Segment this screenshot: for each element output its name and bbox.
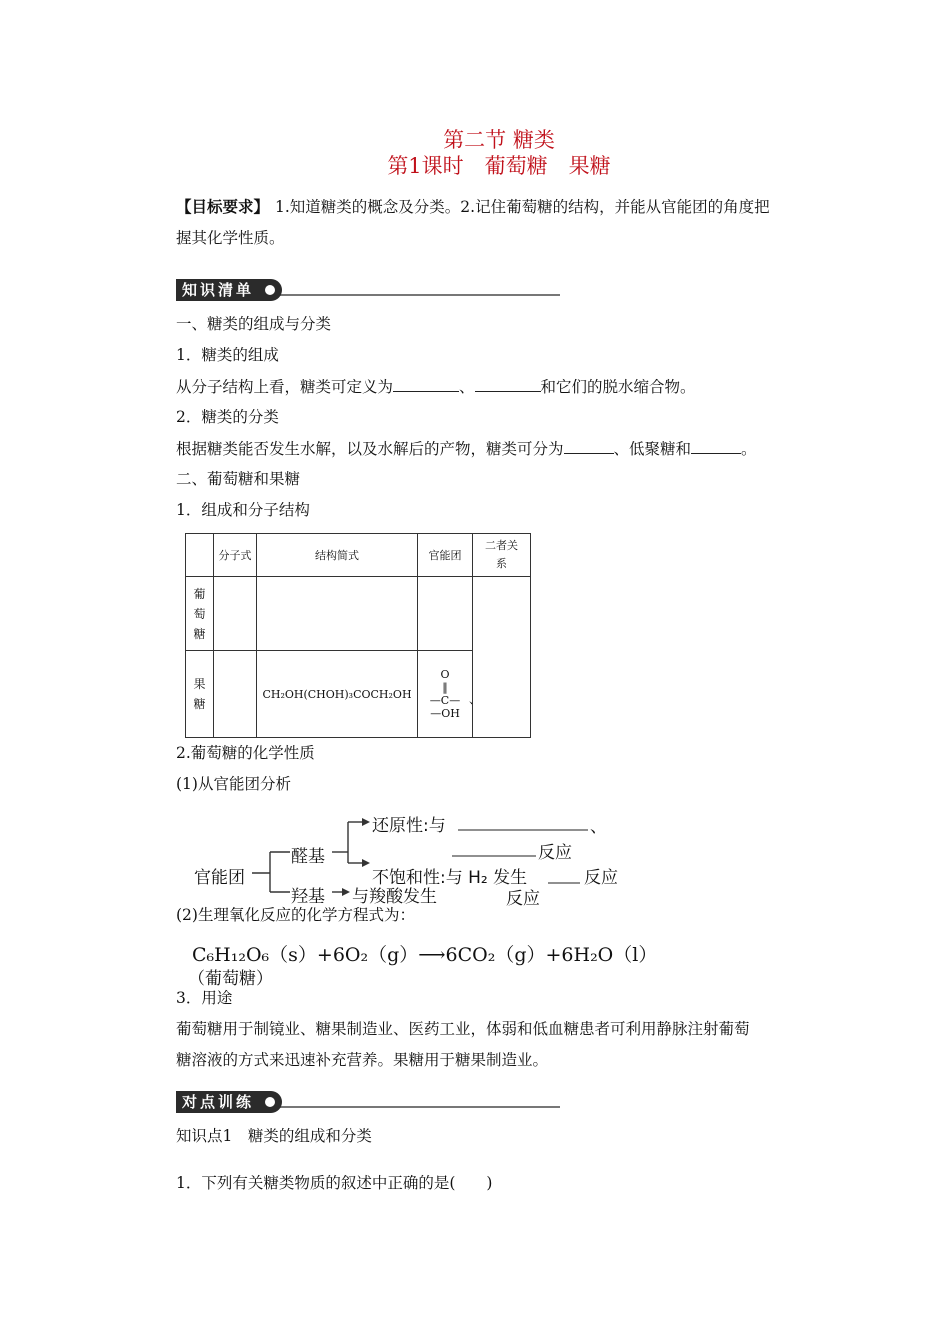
part2-sub2: 2.葡萄糖的化学性质 [176, 744, 315, 762]
goal-label: 【目标要求】 [176, 197, 270, 216]
reducing-label: 还原性:与 [372, 816, 446, 836]
fructose-structure-cell: CH₂OH(CHOH)₃COCH₂OH [257, 651, 418, 738]
root-label: 官能团 [194, 868, 245, 888]
usage-line-1: 葡萄糖用于制镜业、糖果制造业、医药工业，体弱和低血糖患者可利用静脉注射葡萄 [176, 1020, 750, 1038]
goal-line-1 [176, 197, 770, 217]
practice-banner [176, 1091, 560, 1117]
bullet-dot-icon [265, 1097, 275, 1107]
table-corner [186, 534, 214, 577]
goal-text-1: 1.知道糖类的概念及分类。2.记住葡萄糖的结构，并能从官能团的角度把 [275, 198, 770, 216]
hydroxyl-label: 羟基 [291, 887, 325, 907]
row-fructose-name: 果 糖 [186, 651, 214, 738]
fructose-group-cell [418, 651, 480, 738]
functional-group-diagram [190, 800, 650, 910]
sub1-sep: 、 [459, 378, 475, 396]
reaction2-label: 反应 [506, 889, 540, 909]
sub2-text-b: 、低聚糖和 [613, 440, 692, 458]
double-bond: ‖ [442, 681, 448, 694]
hydroxyl-group: —OH [430, 707, 460, 720]
banner-label: 对点训练 [182, 1093, 255, 1111]
answer-blank[interactable] [393, 376, 459, 392]
answer-blank[interactable] [691, 438, 741, 454]
answer-blank[interactable] [564, 438, 614, 454]
oxidation-equation: C₆H₁₂O₆（s）+6O₂（g）⟶6CO₂（g）+6H₂O（l） [192, 944, 658, 966]
unsat-label: 不饱和性:与 H₂ 发生 [372, 868, 528, 888]
carbonyl-c: —C— [429, 694, 461, 707]
part1-sub1: 1．糖类的组成 [176, 346, 279, 364]
carbonyl-o: O [440, 668, 450, 681]
row-glucose-name: 葡 萄 糖 [186, 577, 214, 651]
equation-note: （葡萄糖） [188, 969, 273, 989]
unsat-end: 反应 [584, 868, 618, 888]
part2-sub2-1: (1)从官能团分析 [176, 775, 291, 793]
part2-heading: 二、葡萄糖和果糖 [176, 470, 301, 488]
sub1-text-a: 从分子结构上看，糖类可定义为 [176, 378, 394, 396]
aldehyde-label: 醛基 [291, 847, 325, 867]
part2-sub3: 3．用途 [176, 989, 233, 1007]
fructose-formula-cell[interactable] [214, 651, 257, 738]
section-title: 第二节 糖类 [443, 128, 555, 152]
knowledge-point-1: 知识点1 糖类的组成和分类 [176, 1127, 372, 1145]
bullet-dot-icon [265, 285, 275, 295]
banner-label: 知识清单 [182, 281, 255, 299]
header-group: 官能团 [418, 534, 473, 577]
banner-tag [176, 279, 282, 301]
part1-sub1-text [176, 376, 696, 397]
group-tail: 、 [469, 693, 480, 706]
glucose-structure-cell[interactable] [257, 577, 418, 651]
knowledge-banner [176, 279, 560, 305]
glucose-formula-cell[interactable] [214, 577, 257, 651]
header-formula: 分子式 [214, 534, 257, 577]
glucose-group-cell[interactable] [418, 577, 473, 651]
question-1: 1．下列有关糖类物质的叙述中正确的是( ) [176, 1174, 493, 1192]
banner-tag [176, 1091, 282, 1113]
sub2-text-a: 根据糖类能否发生水解，以及水解后的产物，糖类可分为 [176, 440, 564, 458]
structure-table [185, 533, 531, 738]
part1-sub2: 2．糖类的分类 [176, 408, 279, 426]
usage-line-2: 糖溶液的方式来迅速补充营养。果糖用于糖果制造业。 [176, 1051, 549, 1069]
sub1-text-b: 和它们的脱水缩合物。 [540, 378, 696, 396]
sub2-end: 。 [741, 440, 757, 458]
relation-cell[interactable] [473, 577, 531, 738]
lesson-title: 第1课时 葡萄糖 果糖 [387, 154, 611, 178]
part2-sub1: 1．组成和分子结构 [176, 501, 310, 519]
header-relation: 二者关系 [473, 534, 531, 577]
acid-label: 与羧酸发生 [352, 887, 437, 907]
part2-sub2-2: (2)生理氧化反应的化学方程式为： [176, 906, 415, 924]
reaction1-label: 反应 [538, 843, 572, 863]
reducing-end: 、 [590, 817, 607, 837]
header-structure: 结构简式 [257, 534, 418, 577]
part1-sub2-text [176, 438, 757, 459]
part1-heading: 一、糖类的组成与分类 [176, 315, 332, 333]
answer-blank[interactable] [475, 376, 541, 392]
goal-line-2: 握其化学性质。 [176, 229, 285, 247]
